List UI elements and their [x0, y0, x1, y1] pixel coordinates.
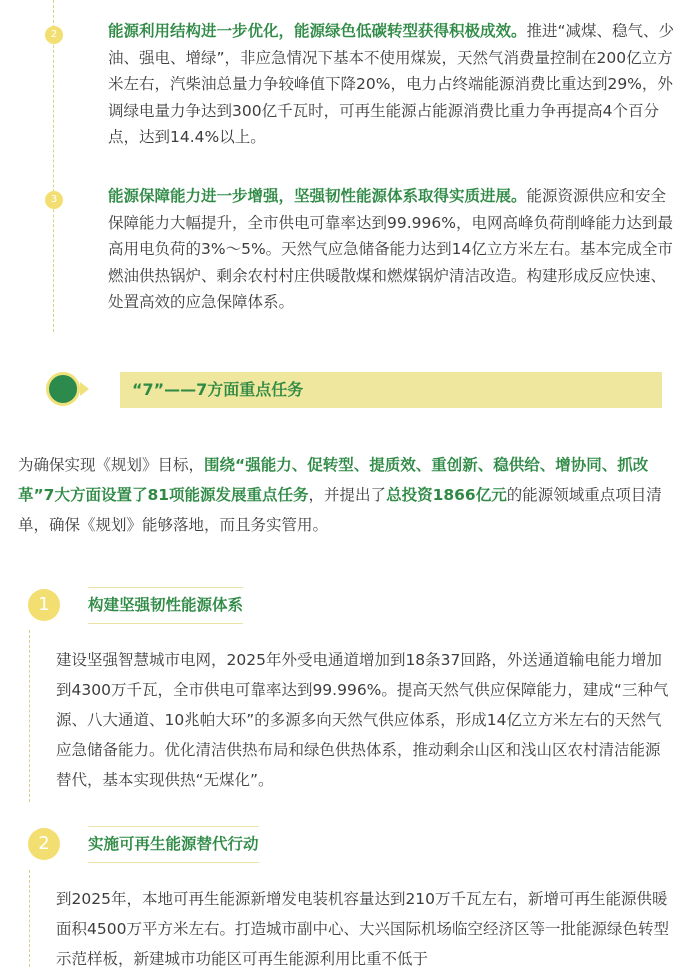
task-number-badge: 2 [28, 828, 60, 860]
item-text: 推进“减煤、稳气、少油、强电、增绿”，非应急情况下基本不使用煤炭，天然气消费量控制在200亿立方米左右，汽柴油总量力争较峰值下降20%，电力占终端能源消费比重达到29%，外调绿电量力争达到300亿千瓦时，可再生能源占能源消费比重力争再提高4个百分点，达到14.4%以上。 [108, 22, 675, 146]
task-body: 到2025年，本地可再生能源新增发电装机容量达到210万千瓦左右，新增可再生能源供暖面积4500万平方米左右。打造城市副中心、大兴国际机场临空经济区等一批能源绿色转型示范样板，新建城市功能区可再生能源利用比重不低于 [56, 890, 669, 968]
intro-highlight-investment: 总投资1866亿元 [386, 486, 507, 504]
target-item-energy-structure [108, 18, 680, 151]
item-headline: 能源利用结构进一步优化，能源绿色低碳转型获得积极成效。 [108, 22, 527, 40]
timeline-rail [53, 0, 54, 332]
item-text: 能源资源供应和安全保障能力大幅提升，全市供电可靠率达到99.996%，电网高峰负荷削峰能力达到最高用电负荷的3%～5%。天然气应急储备能力达到14亿立方米左右。基本完成全市燃油供热锅炉、剩余农村村庄供暖散煤和燃煤锅炉清洁改造。构建形成反应快速、处置高效的应急保障体系。 [108, 187, 673, 311]
item-number-badge: 2 [45, 26, 63, 44]
banner-circle-icon [46, 372, 80, 406]
item-number-badge: 3 [45, 191, 63, 209]
intro-highlight-tasks: 围绕“强能力、促转型、提质效、重创新、稳供给、增协同、抓改革”7大方面设置了81项能源发展重点任务 [18, 456, 649, 504]
section-banner-title: “7”——7方面重点任务 [132, 380, 304, 399]
banner-arrow-icon [80, 382, 89, 396]
task-title: 实施可再生能源替代行动 [88, 826, 259, 863]
task-rail [29, 630, 30, 802]
intro-part1: 为确保实现《规划》目标， [18, 456, 205, 474]
section-banner [120, 372, 662, 408]
task-title: 构建坚强韧性能源体系 [88, 587, 243, 624]
intro-part2: ，并提出了 [308, 486, 387, 504]
intro-paragraph [18, 450, 682, 540]
task-rail [29, 870, 30, 967]
item-headline: 能源保障能力进一步增强，坚强韧性能源体系取得实质进展。 [108, 187, 527, 205]
task-body: 建设坚强智慧城市电网，2025年外受电通道增加到18条37回路，外送通道输电能力增加到4300万千瓦，全市供电可靠率达到99.996%。提高天然气供应保障能力，建成“三种气源、八大通道、10兆帕大环”的多源多向天然气供应体系，形成14亿立方米左右的天然气应急储备能力。优化清洁供热布局和绿色供热体系，推动剩余山区和浅山区农村清洁能源替代，基本实现供热“无煤化”。 [56, 651, 669, 789]
target-item-energy-security [108, 183, 680, 316]
task-number-badge: 1 [28, 589, 60, 621]
intro-part3: 的能源领域重点项目清单，确保《规划》能够落地，而且务实管用。 [18, 486, 662, 534]
